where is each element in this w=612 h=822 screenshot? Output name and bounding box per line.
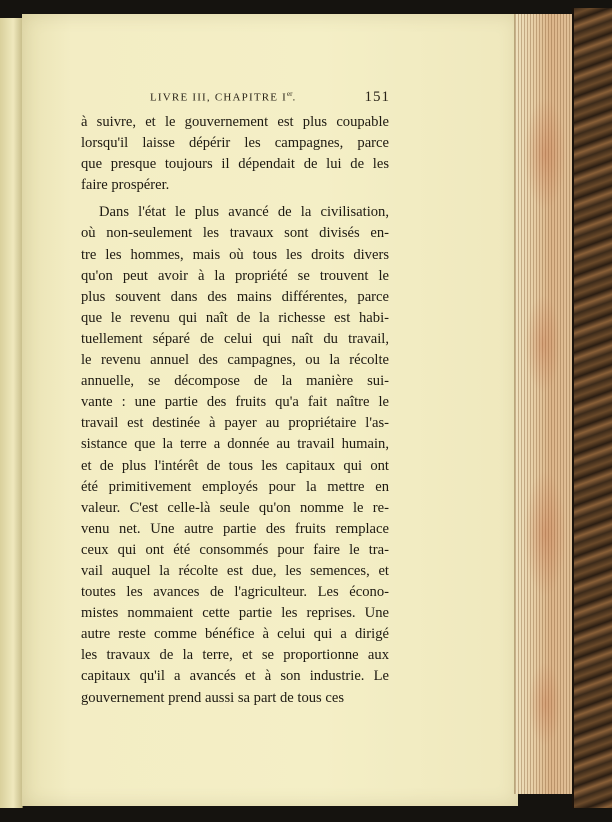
text-line: venu net. Une autre partie des fruits remplace [81,520,389,537]
text-line: autre reste comme bénéfice à celui qui a dirigé [81,626,389,643]
text-line: le revenu annuel des campagnes, ou la récolte [81,352,389,369]
text-line: que presque toujours il dépendait de lui de les [81,156,389,173]
text-line: qu'on peut avoir à la propriété se trouvent le [81,267,389,284]
text-line: les travaux de la terre, et se proportionne aux [81,647,389,664]
text-line: tre les hommes, mais où tous les droits divers [81,246,389,263]
marbled-cover [572,8,612,808]
text-line: faire prospérer. [81,177,170,194]
text-line: lorsqu'il laisse dépérir les campagnes, parce [81,135,389,152]
text-line: vante : une partie des fruits qu'a fait naître le [81,394,389,411]
page-number: 151 [364,89,390,105]
text-line: ceux qui ont été consommés pour faire le tra- [81,541,389,558]
text-line: vail auquel la récolte est due, les semences, et [81,562,389,579]
text-line: sistance que la terre a donnée au travail humain, [81,436,389,453]
text-line: valeur. C'est celle-là seule qu'on nomme le re- [81,499,389,516]
text-line: travail est destinée à payer au propriétaire l'as- [81,415,389,432]
page-fore-edge [514,14,575,794]
page-header [150,89,390,109]
text-line: à suivre, et le gouvernement est plus coupable [81,114,389,130]
body-text [81,112,389,709]
left-page-edge [0,18,23,808]
paragraph-2 [81,202,389,708]
text-line: et de plus l'intérêt de tous les capitaux qui ont [81,457,389,474]
text-line: Dans l'état le plus avancé de la civilisation, [99,204,389,221]
paragraph-1 [81,112,389,196]
text-line: gouvernement prend aussi sa part de tous ces [81,689,345,706]
text-line: capitaux qu'il a avancés et à son industrie. Le [81,668,389,685]
text-line: toutes les avances de l'agriculteur. Les écono- [81,584,389,601]
text-line: plus souvent dans des mains différentes, parce [81,288,389,305]
running-head: LIVRE III, CHAPITRE Ier. [150,90,297,104]
text-line: que le revenu qui naît de la richesse est habi- [81,309,389,326]
text-line: été primitivement employés pour la mettre en [81,478,389,495]
text-line: mistes nommaient cette partie les reprises. Une [81,605,389,622]
text-line: annuelle, se décompose de la manière sui- [81,373,389,390]
text-line: où non-seulement les travaux sont divisés en- [81,225,389,242]
text-line: tuellement séparé de celui qui naît du travail, [81,330,389,347]
